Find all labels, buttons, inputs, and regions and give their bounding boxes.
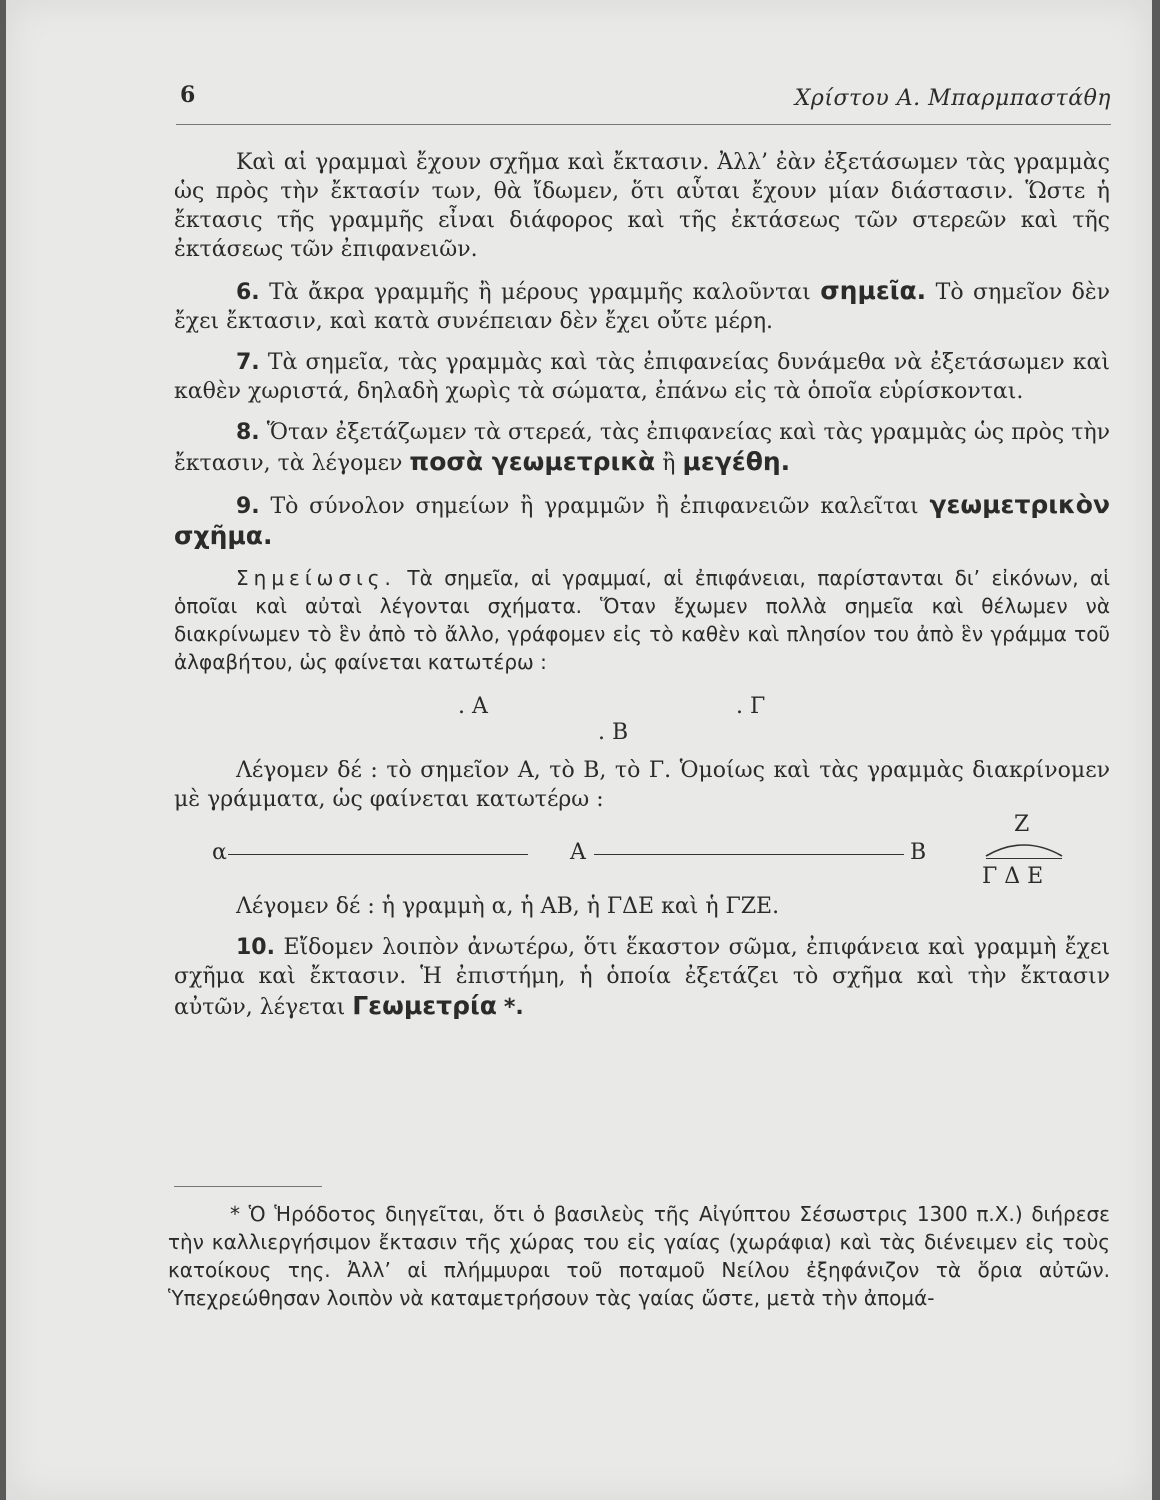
bold-term: ποσὰ γεωμετρικὰ <box>409 447 656 476</box>
paragraph-8 <box>174 418 1110 478</box>
paragraph-text: Τὸ σημεῖον δὲν ἔχει ἔκτασιν, καὶ κατὰ συνέπειαν δὲν ἔχει οὔτε μέρη. <box>174 280 1111 334</box>
page-body <box>174 148 1110 1034</box>
footnote-marker: *. <box>503 995 524 1020</box>
bold-term: σημεῖα. <box>820 276 927 305</box>
paragraph-number: 6. <box>236 280 260 305</box>
lines-figure <box>174 812 1110 889</box>
bold-term: γεωμετρικὸν σχῆμα. <box>174 490 1110 550</box>
note-text: Τὰ σημεῖα, αἱ γραμμαί, αἱ ἐπιφάνειαι, παρίστανται δι’ εἰκόνων, αἱ ὁποῖαι καὶ αὐταὶ λέγονται σχήματα. Ὅταν ἔχωμεν πολλὰ σημεῖα καὶ θέλωμεν νὰ διακρίνωμεν τὸ ἓν ἀπὸ τὸ ἄλλο, γράφομεν εἰς τὸ καθὲν καὶ πλησίον του ἀπὸ ἓν γράμμα τοῦ ἀλφαβήτου, ὡς φαίνεται κατωτέρω : <box>174 566 1111 674</box>
points-figure <box>174 690 1110 748</box>
line-alpha <box>228 854 528 855</box>
paragraph-text: Τὸ σύνολον σημείων ἢ γραμμῶν ἢ ἐπιφανειῶν καλεῖται <box>270 494 919 519</box>
paragraph-7 <box>174 348 1110 406</box>
paragraph-number: 10. <box>236 935 275 960</box>
line-ab <box>594 854 904 855</box>
bold-term: μεγέθη. <box>682 447 791 476</box>
arc-z-label: Ζ <box>1014 812 1030 837</box>
arc-figure <box>982 812 1092 890</box>
point-b-label: . Β <box>598 720 629 745</box>
paragraph-9 <box>174 490 1110 552</box>
footnote <box>168 1200 1110 1312</box>
line-gde <box>986 858 1062 859</box>
page-header <box>176 82 1111 125</box>
line-alpha-label: α <box>212 840 227 865</box>
bold-term: Γεωμετρία <box>352 991 497 1020</box>
paragraph-text: Ὅταν ἐξετάζωμεν τὰ στερεά, τὰς ἐπιφανείας καὶ τὰς γραμμὰς ὡς πρὸς τὴν ἔκτασιν, τὰ λέγομεν <box>174 420 1111 476</box>
point-g-label: . Γ <box>736 694 766 719</box>
paragraph-text: ἢ <box>662 451 676 476</box>
book-page <box>6 0 1152 1500</box>
page-number: 6 <box>180 82 196 108</box>
line-ab-end-label: Β <box>910 840 927 865</box>
paragraph-text: Τὰ σημεῖα, τὰς γραμμὰς καὶ τὰς ἐπιφανείας δυνάμεθα νὰ ἐξετάσωμεν καὶ καθὲν χωριστά, δηλαδὴ χωρὶς τὰ σώματα, ἐπάνω εἰς τὰ ὁποῖα εὑρίσκονται. <box>174 350 1111 404</box>
intro-paragraph: Καὶ αἱ γραμμαὶ ἔχουν σχῆμα καὶ ἔκτασιν. Ἀλλ’ ἐὰν ἐξετάσωμεν τὰς γραμμὰς ὡς πρὸς τὴν ἔκτασίν των, θὰ ἴδωμεν, ὅτι αὗται ἔχουν μίαν διάστασιν. Ὥστε ἡ ἔκτασις τῆς γραμμῆς εἶναι διάφορος καὶ τῆς ἐκτάσεως τῶν στερεῶν καὶ τῆς ἐκτάσεως τῶν ἐπιφανειῶν. <box>174 150 1110 262</box>
running-head: Χρίστου Α. Μπαρμπαστάθη <box>794 86 1111 111</box>
paragraph-text: Τὰ ἄκρα γραμμῆς ἢ μέρους γραμμῆς καλοῦνται <box>269 280 811 305</box>
note-paragraph <box>174 564 1110 676</box>
line-ab-start-label: Α <box>570 840 586 865</box>
paragraph-number: 8. <box>236 420 260 445</box>
points-naming-paragraph: Λέγομεν δέ : τὸ σημεῖον Α, τὸ Β, τὸ Γ. Ὁμοίως καὶ τὰς γραμμὰς διακρίνομεν μὲ γράμματα, ὡς φαίνεται κατωτέρω : <box>174 758 1110 812</box>
lines-naming-paragraph: Λέγομεν δέ : ἡ γραμμὴ α, ἡ ΑΒ, ἡ ΓΔΕ καὶ ἡ ΓΖΕ. <box>236 894 780 919</box>
paragraph-text: Εἴδομεν λοιπὸν ἀνωτέρω, ὅτι ἕκαστον σῶμα, ἐπιφάνεια καὶ γραμμὴ ἔχει σχῆμα καὶ ἔκτασιν. Ἡ ἐπιστήμη, ἡ ὁποία ἐξετάζει τὸ σχῆμα καὶ τὴν ἔκτασιν αὐτῶν, λέγεται <box>174 935 1111 1020</box>
paragraph-10 <box>174 933 1110 1022</box>
footnote-rule <box>174 1186 322 1187</box>
line-gde-label: Γ Δ Ε <box>982 864 1044 889</box>
point-a-label: . Α <box>458 694 488 719</box>
arc-gze <box>982 838 1092 858</box>
footnote-text: * Ὁ Ἡρόδοτος διηγεῖται, ὅτι ὁ βασιλεὺς τῆς Αἰγύπτου Σέσωστρις 1300 π.Χ.) διήρεσε τὴν καλλιεργήσιμον ἔκτασιν τῆς χώρας του εἰς γαίας (χωράφια) καὶ τὰς διένειμεν εἰς τοὺς κατοίκους της. Ἀλλ’ αἱ πλήμμυραι τοῦ ποταμοῦ Νείλου ἐξηφάνιζον τὰ ὅρια αὐτῶν. Ὑπεχρεώθησαν λοιπὸν νὰ καταμετρήσουν τὰς γαίας ὥστε, μετὰ τὴν ἀπομά- <box>168 1202 1110 1310</box>
note-label: Σημείωσις. <box>236 566 396 590</box>
paragraph-number: 7. <box>236 350 260 375</box>
paragraph-number: 9. <box>236 494 260 519</box>
paragraph-6 <box>174 276 1110 336</box>
